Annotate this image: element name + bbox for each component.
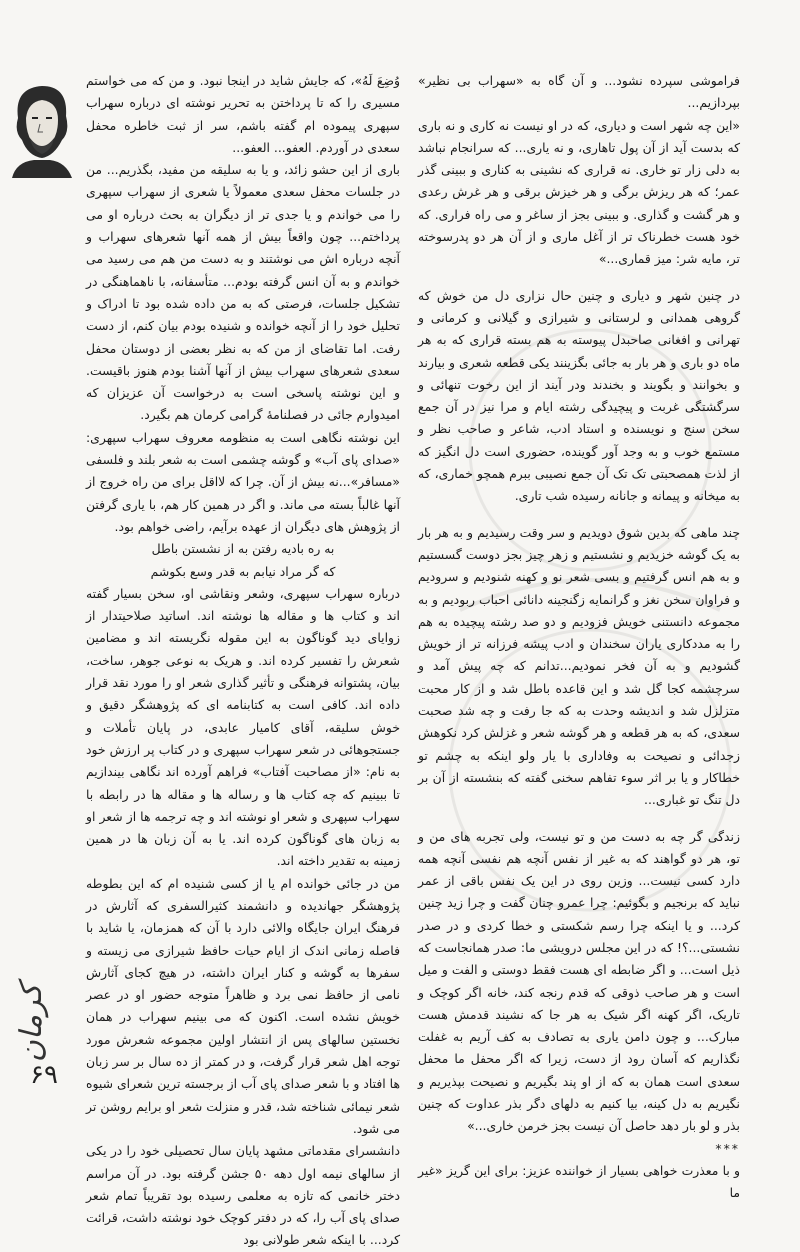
left-column: [86, 70, 400, 1252]
right-column: [418, 70, 740, 1205]
paragraph: باری از این حشو زائد، و یا به سلیقه من مفید، بگذریم... من در جلسات محفل سعدی معمولاً یا شعری از سهراب سپهری را می خواندم و یا جدی تر از دیگران به بحث درباره او می پرداختم... چون واقعاً بیش از همه آنها شعرهای سهراب و آنچه درباره اش می نوشتند و به دست من هم می رسید می خواندم و به آن انس گرفته بودم... متأسفانه، با ناهماهنگی در تشکیل جلسات، فرصتی که به من داده شده بود تا ادراک و تحلیل خود را از آنچه خوانده و شنیده بودم بیان کنم، از دست رفت. اما تقاضای از من که به نظر بعضی از دوستان محفل سعدی شعرهای سهراب بیش از آنها آشنا بودم هنوز باقیست. و این نوشته پاسخی است به درخواست آن عزیزان که امیدوارم جائی در فصلنامهٔ گرامی کرمان هم بگیرد.: [86, 162, 400, 423]
author-portrait-icon: [4, 78, 78, 178]
paragraph: من در جائی خوانده ام یا از کسی شنیده ام که این بطوطه پژوهشگر جهاندیده و دانشمند کثیرالسفری که آثارش در فرهنگ ایران جایگاه والائی دارد با آن که همزمان، یا شاید با فاصله زمانی اندک از ایام حیات حافظ شیرازی می زیسته و سفرها به گوشه و کنار ایران داشته، در هیچ کجای آثارش نامی از حافظ نمی برد و ظاهراً متوجه حضور او در عصر خویش نشده است. اکنون که می بینیم سهراب در همان نخستین سالهای پس از انتشار اولین مجموعه شعرش مورد توجه اهل شعر قرار گرفت، و در کمتر از ده سال بر سر زبان ها افتاد و با شعر صدای پای آب از برجسته ترین شعرای شیوه شعر نیمائی شناخته شد، قدر و منزلت شعر او برایم روشن تر می شود.: [86, 875, 400, 1136]
paragraph: زندگی گر چه به دست من و تو نیست، ولی تجربه های من و تو، هر دو گواهند که به غیر از نفس آنچه هم نفسی آنچه همه دارد کسی نیست... وزین روی در این یک نفس باقی از عمر نباید که برنجیم و بگوئیم: چرا عمرو چنان گفت و چرا زید چنین کرد... و یا اینکه چرا رسم شکستی و خطا کردی و در صدر نشستی...؟! که در این مجلس درویشی ما: صدر همانجاست که ذیل است... و اگر ضابطه ای هست فقط دوستی و الفت و میل است و هر صاحب ذوقی که قدم رنجه کند، خانه اگر کوچک و تاریک، اگر کهنه اگر شیک به هر جا که نشیند قدمش هست مبارک... و چون دامن یاری به تصادف به کف آریم به غفلت نگذاریم که آسان رود از دست، زیرا که اگر محفل ما محفل سعدی است همان به که از او پند بگیریم و نصیحت بپذیریم و نگیریم به دل کینه، بیا کنیم به دلهای دگر بذر عداوت که چنین بذر و لو بار دهد حاصل آن نیست بجز خرمن خاری...»: [418, 828, 740, 1134]
paragraph: فراموشی سپرده نشود... و آن گاه به «سهراب بی نظیر» بپردازیم...: [418, 73, 740, 111]
paragraph: و با معذرت خواهی بسیار از خواننده عزیز: برای این گریز «غیر ما: [418, 1162, 740, 1201]
paragraph: این نوشته نگاهی است به منظومه معروف سهراب سپهری: «صدای پای آب» و گوشه چشمی است به شعر بلند و فلسفی «مسافر»...نه بیش از آن. چرا که لااقل برای من راه خروج از آنها غالباً بسته می ماند. و اگر در همین کار هم، با یاری گرفتن از پژوهش های دیگران از عهده برآیم، راضی خواهم بود.: [86, 429, 400, 534]
paragraph: وُضِعَ لَهُ»، که جایش شاید در اینجا نبود. و من که می خواستم مسیری را که تا پرداختن به تحریر نوشته ای درباره سهراب سپهری پیموده ام گفته باشم، سر از ثبت خاطره محفل سعدی در آوردم. العفو... العفو...: [86, 73, 400, 155]
verse-line: که گر مراد نیابم به قدر وسع بکوشم: [150, 563, 336, 579]
paragraph: در چنین شهر و دیاری و چنین حال نزاری دل من خوش که گروهی همدانی و لرستانی و شیرازی و گیلانی و کرمانی و تهرانی و افغانی صاحبدل پیوسته به هم بسته قراری که به هر ماه دو باری و هر بار به جائی بگزینند یکی قطعه شعری و بیارند و بخوانند و بگویند و بخندند ودر آیند از این رخوت تنهائی و سرگشتگی غربت و پیچیدگی رشته ایام و مرا نیز در آن جمع سخن سنج و نویسنده و استاد ادب، شاعر و صاحب نظر و مستمع خوب و به وجد آور گوینده، حضوری است دل انگیز که از لذت همصحبتی تک تک آن جمع نصیبی ببرم همچو خماری، که به میخانه و پیمانه و جانانه رسیده شب تاری.: [418, 287, 740, 504]
paragraph: چند ماهی که بدین شوق دویدیم و سر وقت رسیدیم و به هر بار به یک گوشه خزیدیم و نشستیم و زهر چیز بجز دوست گسستیم و به هم انس گرفتیم و بسی شعر نو و کهنه شنودیم و سرودیم و فراوان سخن نغز و گرانمایه زگنجینه دانائی احباب ربودیم و به مجموعه دانستنی خویش فزودیم و دو صد رشته پیچیده به هم را به مددکاری یاران سخندان و ادب پیشه فرزانه تر از خویش گشودیم و به آن فخر نمودیم...تدانم که چه پیش آمد و سرچشمه کجا گل شد و این قاعده باطل شد و از کار محبت متزلزل شد و اندیشه وحدت به که جا رفت و چه شد صحبت سعدی، که به هر قطعه و هر گوشه شعر و غزلش کرد نکوهش زجدائی و نصیحت به وفاداری با یار ولو اینکه به چشم تو خطاکار و یا بر اثر سوء تفاهم سخنی گفته که بنشسته از آن بر دل تنگ تو غباری...: [418, 524, 740, 808]
page-number: ۶۹: [30, 1060, 58, 1090]
magazine-logo: کرمان: [14, 984, 49, 1063]
paragraph: «این چه شهر است و دیاری، که در او نیست نه کاری و نه باری که بدست آید از آن پول تاهاری، و نه یاری... که سرانجام نباشد به دلی زار تو خاری. نه قراری که نشینی به کناری و ببینی گذر عمر؛ که هر ریزش برگی و هر خیزش برقی و هر غرش رعدی و هر گشت و گذاری. و ببینی بجز از ساغر و می راه فراری. که خود هست خطرناک تر از آغل ماری و از آن هر دو پدرسوخته تر، مایه شر: میز قماری...»: [418, 117, 740, 267]
section-divider: ***: [715, 1140, 740, 1156]
verse-line: به ره بادیه رفتن به از نشستن باطل: [151, 541, 335, 557]
paragraph: دانشسرای مقدماتی مشهد پایان سال تحصیلی خود را در یکی از سالهای نیمه اول دهه ۵۰ جشن گرفته بود. در آن مراسم دختر خانمی که تازه به معلمی رسیده بود تقریباً تمام شعر صدای پای آب را، که در دفتر کوچک خود نوشته داشت، قرائت کرد... با اینکه شعر طولانی بود: [86, 1143, 400, 1248]
paragraph: درباره سهراب سپهری، وشعر ونقاشی او، سخن بسیار گفته اند و کتاب ها و مقاله ها نوشته اند. اساتید صلاحیتدار از زوایای دید گوناگون به این مقوله نگریسته اند و مضامین شعرش را تفسیر کرده اند. و هریک به نوعی جوهر، ساخت، بیان، پشتوانه فرهنگی و تأثیر گذاری شعر او را مورد نقد قرار داده اند. کافی است به کتابنامه ای که پژوهشگر دقیق و خوش سلیقه، آقای کامیار عابدی، در پایان تأملات و جستجوهائی در شعر سهراب سپهری و در کتاب پر ارزش خود به نام: «از مصاحبت آفتاب» فراهم آورده اند نگاهی بیندازیم تا ببینیم که چه کتاب ها و رساله ها و مقاله ها در رابطه با سهراب سپهری و شعر او نوشته اند و چه ترجمه ها از شعر او به زبان های گوناگون کرده اند. یا به آن زبان ها در همین زمینه به تقدیر داخته اند.: [86, 585, 400, 869]
